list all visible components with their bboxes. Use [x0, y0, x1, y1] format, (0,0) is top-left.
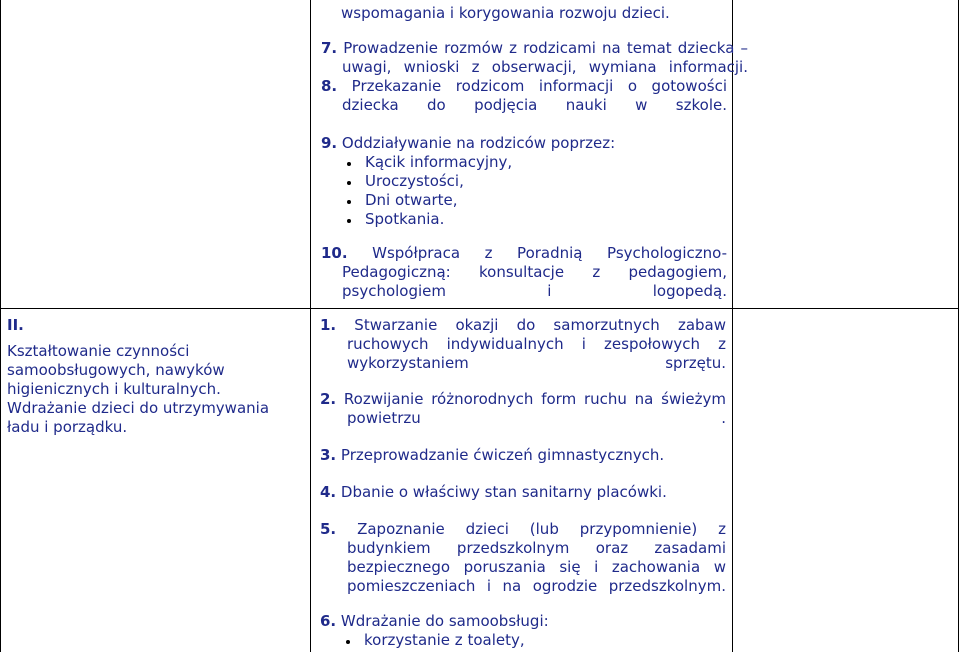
item-number: 2. — [320, 390, 337, 408]
list-item: Kącik informacyjny, — [341, 153, 727, 172]
item-text: Wdrażanie do samoobsługi: — [340, 612, 549, 630]
section-title: Kształtowanie czynności samoobsługowych, nawyków higienicznych i kulturalnych. Wdrażanie dzieci do utrzymywania ładu i porządku. — [7, 342, 270, 436]
item-number: 5. — [320, 520, 337, 538]
section-item-3 — [320, 446, 726, 465]
list-item-8 — [321, 77, 727, 115]
item-number: 4. — [320, 483, 337, 501]
list-item-7 — [321, 39, 748, 77]
item-text: Zapoznanie dzieci (lub przypomnienie) z budynkiem przedszkolnym oraz zasadami bezpiecznego poruszania się i zachowania w pomieszczeniach i na ogrodzie przedszkolnym. — [347, 520, 726, 595]
item-text: Przeprowadzanie ćwiczeń gimnastycznych. — [340, 446, 665, 464]
table-row-divider — [0, 308, 959, 309]
table-border-right — [958, 0, 959, 652]
section-item-4 — [320, 483, 726, 502]
list-item-10 — [321, 244, 727, 301]
item-text: Oddziaływanie na rodziców poprzez: — [341, 134, 616, 152]
list-item: Uroczystości, — [341, 172, 727, 191]
item-text: Dbanie o właściwy stan sanitarny placówki. — [340, 483, 667, 501]
item-text: Prowadzenie rozmów z rodzicami na temat dziecka – uwagi, wnioski z obserwacji, wymiana informacji. — [342, 39, 748, 76]
list-item: Dni otwarte, — [341, 191, 727, 210]
section-roman-numeral: II. — [7, 316, 24, 334]
list-item: Spotkania. — [341, 210, 727, 229]
bullet-list — [341, 153, 727, 229]
list-item-9 — [321, 134, 727, 229]
item-text: Przekazanie rodzicom informacji o gotowości dziecka do podjęcia nauki w szkole. — [342, 77, 727, 114]
item-number: 10. — [321, 244, 348, 262]
top-section-content — [321, 4, 748, 300]
continuation-text: wspomagania i korygowania rozwoju dzieci. — [341, 4, 670, 22]
section-item-1 — [320, 316, 726, 373]
item-number: 6. — [320, 612, 337, 630]
item-text: Stwarzanie okazji do samorzutnych zabaw ruchowych indywidualnych i zespołowych z wykorzystaniem sprzętu. — [347, 316, 726, 372]
section-two-heading — [7, 316, 303, 437]
section-item-5 — [320, 520, 726, 596]
item-number: 3. — [320, 446, 337, 464]
item-number: 7. — [321, 39, 338, 57]
item-text: Rozwijanie różnorodnych form ruchu na świeżym powietrzu . — [343, 390, 726, 427]
table-border-left — [0, 0, 1, 652]
list-item: korzystanie z toalety, — [340, 631, 726, 650]
table-divider-col2 — [732, 0, 733, 652]
item-number: 1. — [320, 316, 337, 334]
item-text: Współpraca z Poradnią Psychologiczno-Pedagogiczną: konsultacje z pedagogiem, psychologiem i logopedą. — [342, 244, 727, 300]
section-item-6 — [320, 612, 726, 650]
section-item-2 — [320, 390, 726, 428]
bullet-list — [340, 631, 726, 650]
table-divider-col1 — [310, 0, 311, 652]
item-number: 9. — [321, 134, 338, 152]
item-number: 8. — [321, 77, 338, 95]
